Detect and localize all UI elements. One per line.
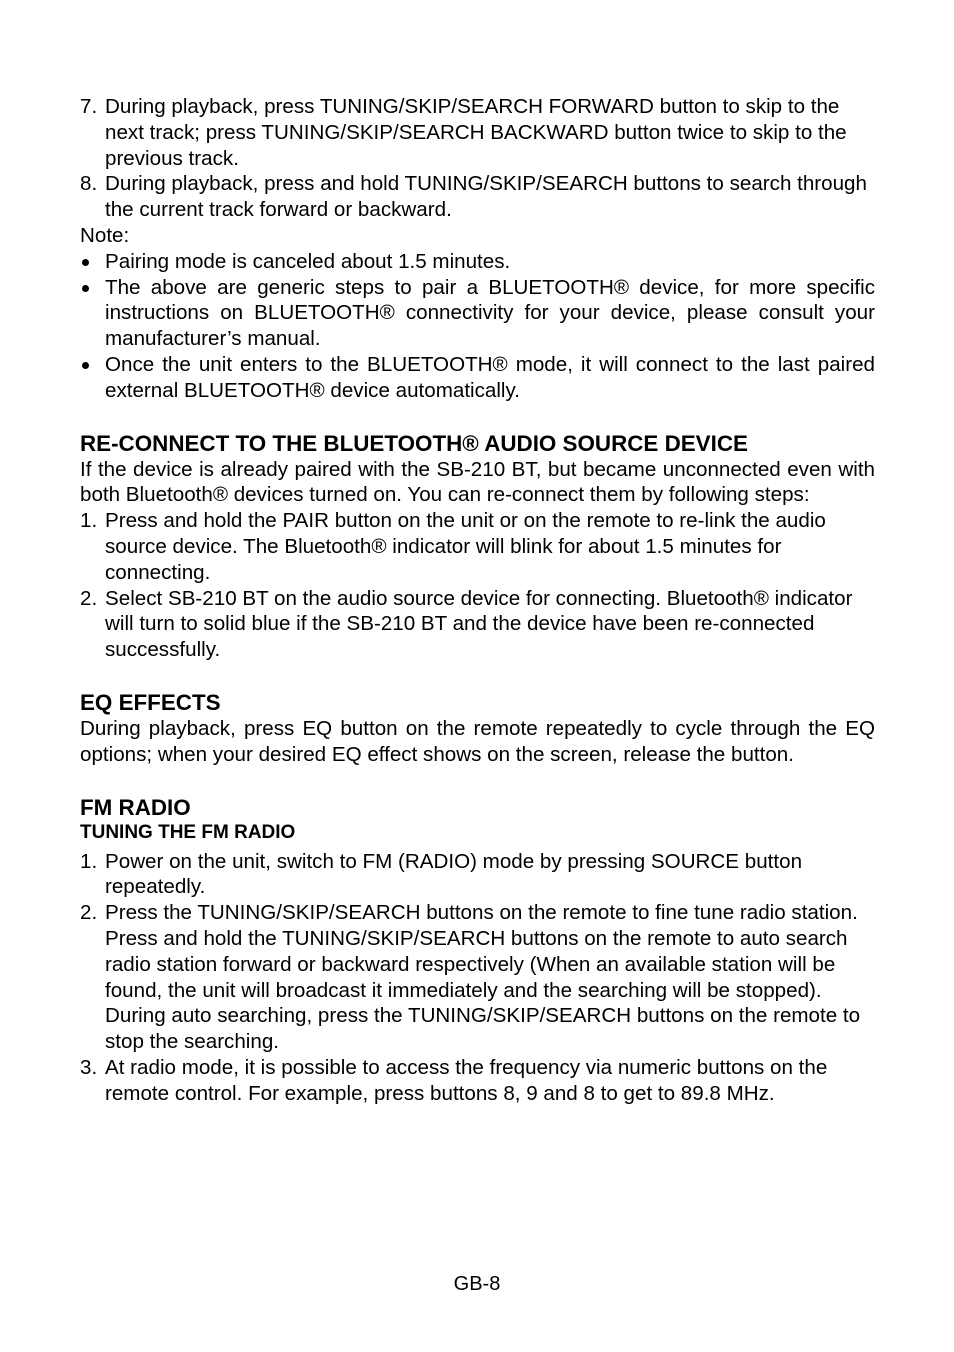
- list-item: [80, 508, 875, 585]
- list-item: [80, 900, 875, 1055]
- list-number: 2.: [80, 901, 98, 925]
- note-bullets: [80, 249, 875, 404]
- list-item: [80, 171, 875, 223]
- eq-heading: EQ EFFECTS: [80, 689, 221, 715]
- list-number: 3.: [80, 1055, 98, 1079]
- fm-steps-list: [80, 849, 875, 1107]
- list-item: [80, 849, 875, 901]
- list-number: 7.: [80, 95, 98, 118]
- bullet-icon: [82, 285, 89, 292]
- playback-steps-list: [80, 94, 875, 223]
- reconnect-intro: If the device is already paired with the SB-210 BT, but became unconnected even with both Bluetooth® devices turned on. You can re-connect them by following steps:: [80, 457, 875, 507]
- bullet-item: [80, 275, 875, 352]
- list-item-text: During playback, press TUNING/SKIP/SEARCH FORWARD button to skip to the next track; press TUNING/SKIP/SEARCH BACKWARD button twice to skip to the previous track.: [105, 95, 847, 170]
- bullet-text: Pairing mode is canceled about 1.5 minutes.: [105, 249, 511, 273]
- list-number: 8.: [80, 172, 98, 196]
- bullet-icon: [82, 259, 89, 266]
- bullet-item: [80, 352, 875, 404]
- list-item: [80, 586, 875, 663]
- fm-subheading: TUNING THE FM RADIO: [80, 821, 296, 843]
- fm-heading: FM RADIO: [80, 794, 191, 820]
- list-number: 1.: [80, 509, 98, 533]
- reconnect-steps-list: [80, 508, 875, 663]
- page-number: GB-8: [453, 1273, 501, 1295]
- bullet-icon: [82, 362, 89, 369]
- list-item: [80, 94, 875, 171]
- list-item-text: Power on the unit, switch to FM (RADIO) mode by pressing SOURCE button repeatedly.: [105, 849, 803, 899]
- list-item-text: At radio mode, it is possible to access the frequency via numeric buttons on the remote control. For example, press buttons 8, 9 and 8 to get to 89.8 MHz.: [105, 1055, 828, 1105]
- list-number: 1.: [80, 849, 98, 873]
- reconnect-heading: RE-CONNECT TO THE BLUETOOTH® AUDIO SOURCE DEVICE: [80, 430, 748, 456]
- bullet-text: The above are generic steps to pair a BLUETOOTH® device, for more specific instructions on BLUETOOTH® connectivity for your device, please consult your manufacturer’s manual.: [105, 275, 875, 351]
- bullet-text: Once the unit enters to the BLUETOOTH® mode, it will connect to the last paired external BLUETOOTH® device automatically.: [105, 352, 875, 402]
- eq-text: During playback, press EQ button on the remote repeatedly to cycle through the EQ options; when your desired EQ effect shows on the screen, release the button.: [80, 716, 875, 766]
- list-item: [80, 1055, 875, 1107]
- list-item-text: Select SB-210 BT on the audio source device for connecting. Bluetooth® indicator will turn to solid blue if the SB-210 BT and the device have been re-connected successfully.: [105, 586, 853, 662]
- note-label: Note:: [80, 223, 130, 247]
- list-item-text: Press and hold the PAIR button on the unit or on the remote to re-link the audio source device. The Bluetooth® indicator will blink for about 1.5 minutes for connecting.: [105, 509, 826, 584]
- manual-page: [80, 94, 875, 1107]
- bullet-item: [80, 249, 875, 275]
- list-item-text: Press the TUNING/SKIP/SEARCH buttons on the remote to fine tune radio station. Press and hold the TUNING/SKIP/SEARCH buttons on the remote to auto search radio station forward or backward respectively (When an available station will be found, the unit will broadcast it immediately and the searching will be stopped). During auto searching, press the TUNING/SKIP/SEARCH buttons on the remote to stop the searching.: [105, 901, 861, 1054]
- list-number: 2.: [80, 586, 98, 610]
- list-item-text: During playback, press and hold TUNING/SKIP/SEARCH buttons to search through the current track forward or backward.: [105, 172, 867, 222]
